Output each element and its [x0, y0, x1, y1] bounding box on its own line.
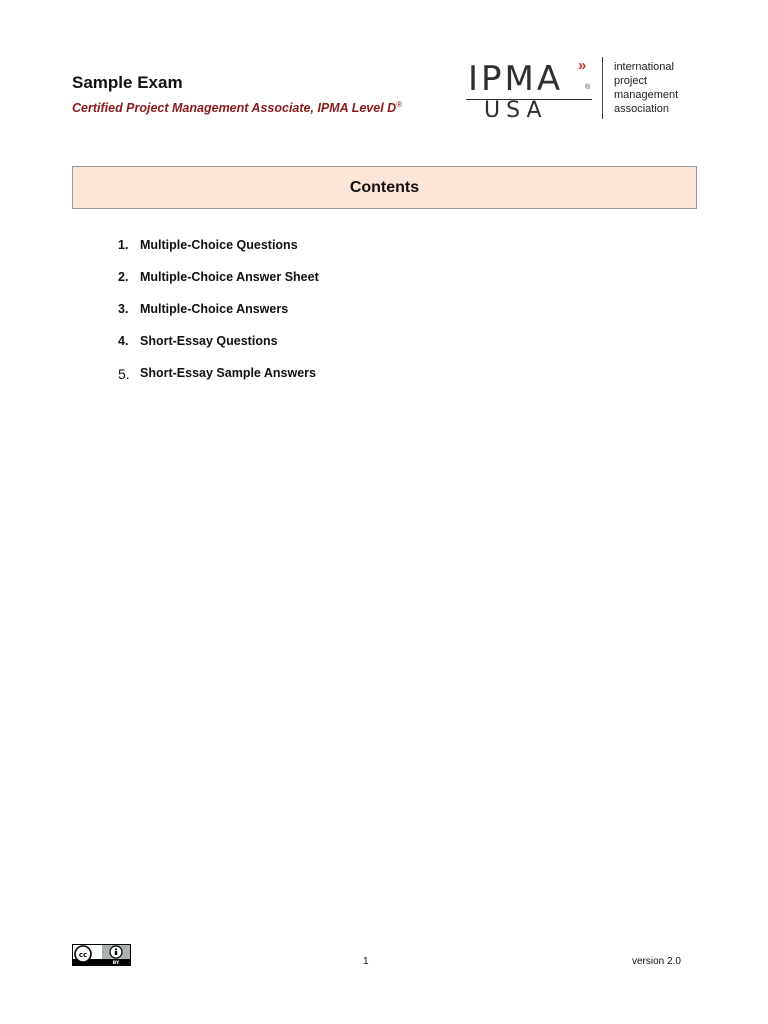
toc-item-number: 2. [118, 270, 129, 284]
toc-item-label: Short-Essay Sample Answers [140, 366, 316, 380]
by-label: BY [112, 961, 120, 966]
document-title: Sample Exam [72, 73, 183, 92]
version-label: version 2.0 [632, 956, 681, 967]
cc-icon-text: cc [78, 950, 88, 959]
ipma-usa-logo [466, 56, 692, 122]
table-of-contents [118, 238, 319, 398]
logo-tagline-line: project [614, 75, 648, 87]
toc-item [118, 366, 319, 398]
toc-item-label: Multiple-Choice Questions [140, 238, 298, 252]
toc-item-number: 1. [118, 238, 129, 252]
toc-item [118, 238, 319, 270]
logo-tagline [614, 60, 678, 116]
logo-ipma-text: IPMA [468, 59, 564, 99]
toc-item-number: 4. [118, 334, 129, 348]
document-subtitle: Certified Project Management Associate, IPMA Level D® [72, 100, 403, 116]
toc-item-label: Multiple-Choice Answers [140, 302, 289, 316]
logo-vertical-divider [602, 57, 603, 119]
logo-tagline-line: management [614, 89, 679, 101]
logo-chevron-icon: » [578, 57, 587, 74]
toc-item [118, 302, 319, 334]
toc-item [118, 334, 319, 366]
toc-item-label: Multiple-Choice Answer Sheet [140, 270, 319, 284]
logo-tagline-line: international [614, 61, 674, 73]
cc-by-license-badge [72, 944, 131, 966]
logo-registered-mark: ® [585, 84, 591, 91]
toc-item-number: 5. [118, 366, 130, 382]
registered-mark: ® [396, 100, 403, 109]
toc-item-number: 3. [118, 302, 129, 316]
toc-item [118, 270, 319, 302]
toc-item-label: Short-Essay Questions [140, 334, 278, 348]
contents-heading: Contents [349, 178, 420, 196]
page-number: 1 [363, 956, 369, 967]
logo-usa-text: USA [484, 98, 548, 123]
contents-heading-box [72, 166, 697, 209]
logo-tagline-line: association [614, 103, 670, 115]
